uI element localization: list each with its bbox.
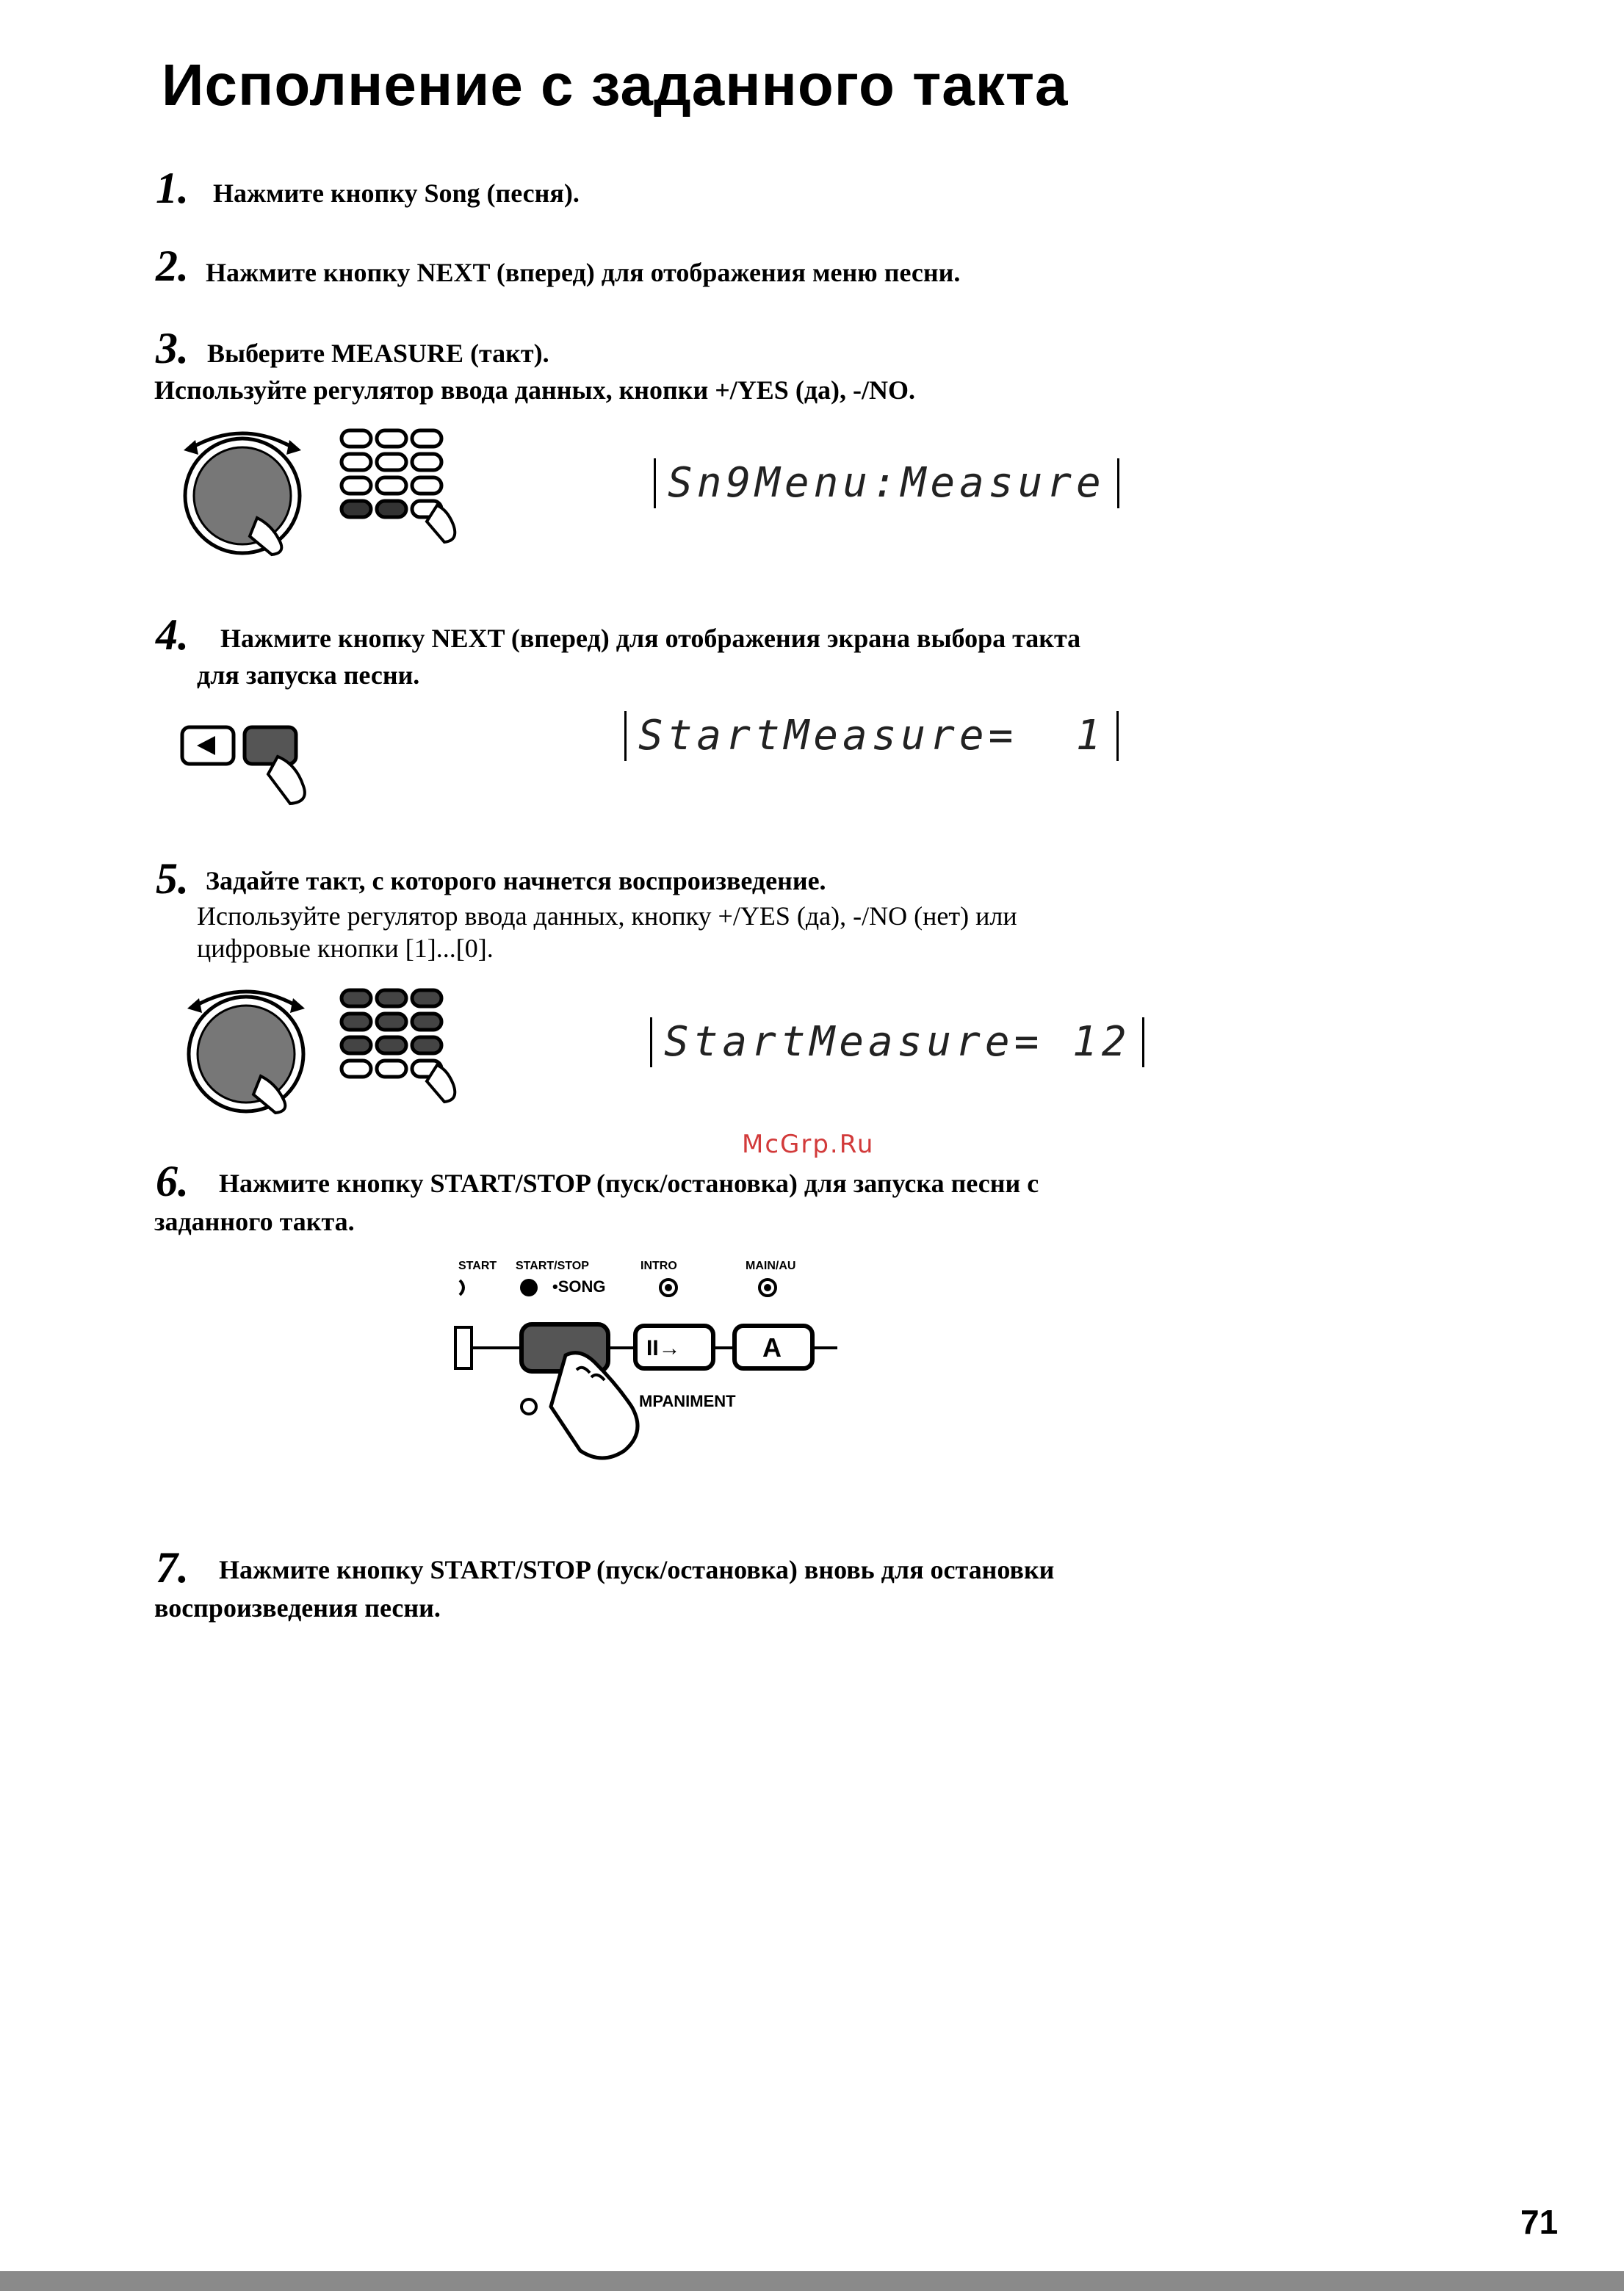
step-6-subtext: заданного такта. xyxy=(154,1207,355,1236)
panel-label-start-stop: START/STOP xyxy=(516,1260,589,1272)
data-dial-icon xyxy=(176,422,308,555)
step-5-subtext-2: цифровые кнопки [1]...[0]. xyxy=(197,934,494,963)
watermark: McGrp.Ru xyxy=(742,1130,875,1159)
page-title: Исполнение с заданного такта xyxy=(162,52,1069,118)
data-dial-icon xyxy=(180,981,312,1113)
step-5-text: Задайте такт, с которого начнется воспроизведение. xyxy=(206,866,826,895)
step-7-subtext: воспроизведения песни. xyxy=(154,1593,441,1623)
step-7-text: Нажмите кнопку START/STOP (пуск/остановка) вновь для остановки xyxy=(219,1555,1055,1584)
panel-buttons-icon xyxy=(455,1274,837,1465)
step-2-text: Нажмите кнопку NEXT (вперед) для отображения меню песни. xyxy=(206,258,961,287)
step-6-number: 6. xyxy=(156,1157,189,1205)
step-4-subtext: для запуска песни. xyxy=(197,660,420,690)
panel-label-accompaniment: MPANIMENT xyxy=(639,1392,736,1410)
step-6-text: Нажмите кнопку START/STOP (пуск/остановка) для запуска песни с xyxy=(219,1169,1039,1198)
intro-button-glyph: II→ xyxy=(646,1336,681,1360)
bottom-edge-bar xyxy=(0,2271,1624,2291)
lcd-display-start-measure-12: StartMeasure= 12 xyxy=(650,1017,1144,1067)
step-4-number: 4. xyxy=(156,610,189,659)
step-1-number: 1. xyxy=(156,164,189,212)
keypad-icon xyxy=(334,425,488,557)
lcd-display-start-measure-1: StartMeasure= 1 xyxy=(624,711,1119,761)
next-back-buttons-icon xyxy=(175,705,344,808)
panel-label-intro: INTRO xyxy=(640,1260,677,1272)
step-5-number: 5. xyxy=(156,854,189,903)
main-a-button-label: A xyxy=(762,1332,782,1363)
start-stop-panel-illustration xyxy=(455,1260,837,1465)
step-3-number: 3. xyxy=(156,324,189,372)
panel-label-start: START xyxy=(458,1260,497,1272)
step-5-subtext-1: Используйте регулятор ввода данных, кнопку +/YES (да), -/NO (нет) или xyxy=(197,901,1017,931)
page-number: 71 xyxy=(1520,2203,1559,2241)
step-2-number: 2. xyxy=(156,242,189,290)
step-3-text: Выберите MEASURE (такт). xyxy=(207,339,549,368)
step-7-number: 7. xyxy=(156,1543,189,1592)
panel-label-song: •SONG xyxy=(552,1277,606,1296)
step-1-text: Нажмите кнопку Song (песня). xyxy=(213,178,580,208)
lcd-display-menu-measure: Sn9Menu:Measure xyxy=(654,458,1119,508)
step-4-text: Нажмите кнопку NEXT (вперед) для отображения экрана выбора такта xyxy=(220,624,1081,653)
step-3-subtext: Используйте регулятор ввода данных, кнопки +/YES (да), -/NO. xyxy=(154,375,916,405)
keypad-icon xyxy=(334,984,488,1116)
panel-label-main: MAIN/AU xyxy=(746,1260,796,1272)
